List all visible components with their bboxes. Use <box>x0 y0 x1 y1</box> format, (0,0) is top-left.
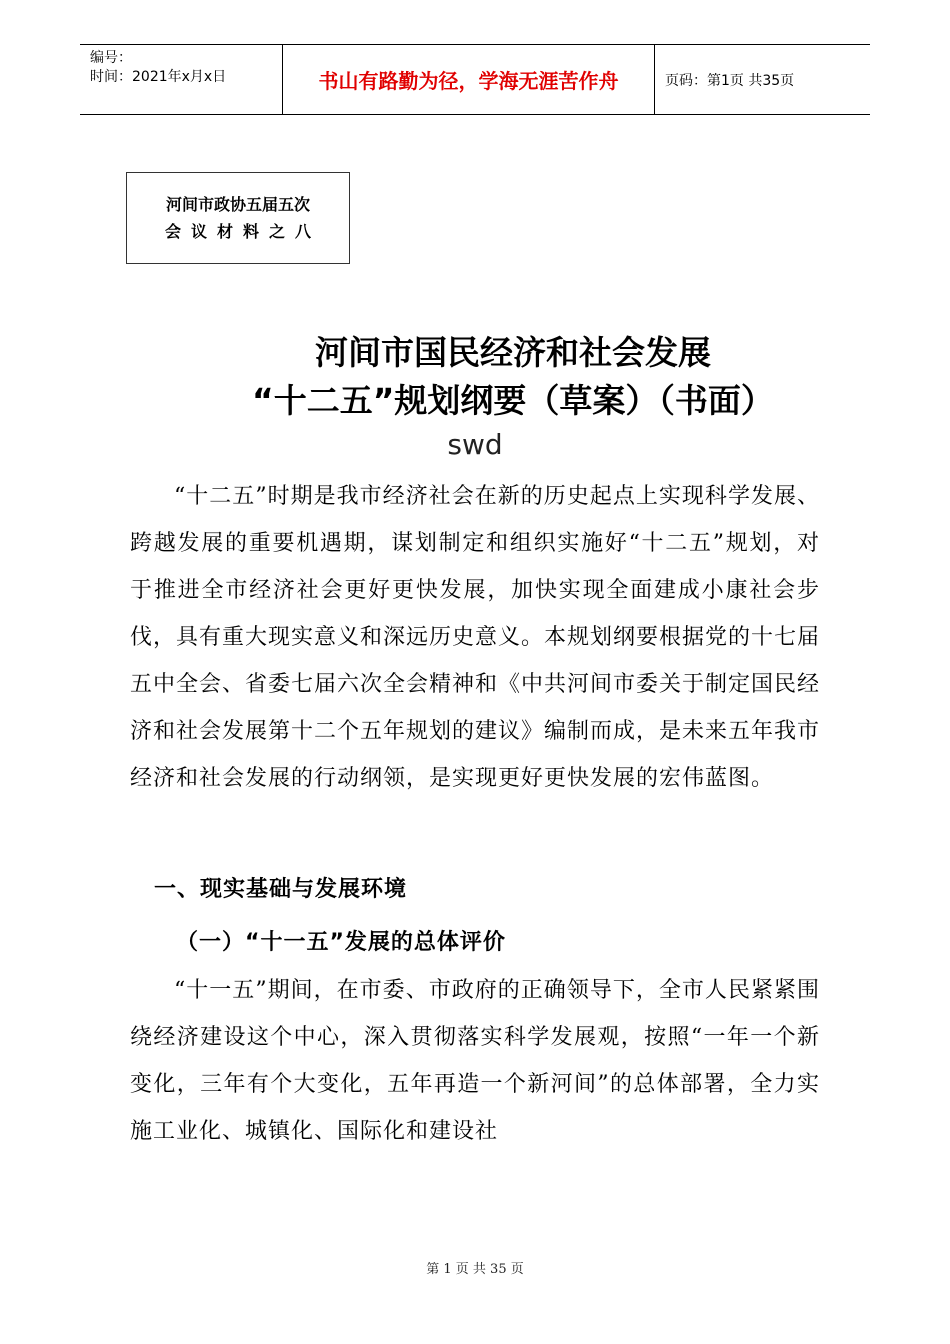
time-label: 时间：2021年x月x日 <box>90 69 227 85</box>
meeting-box-line2: 会议材料之八 <box>164 222 321 241</box>
document-header <box>80 44 870 115</box>
subsection-heading-1: （一）“十一五”发展的总体评价 <box>176 930 506 955</box>
body-paragraph-1 <box>130 473 820 802</box>
header-page-info: 页码：第1页 共35页 <box>665 72 795 89</box>
number-label: 编号： <box>90 50 132 66</box>
body-paragraph-1-text: “十二五”时期是我市经济社会在新的历史起点上实现科学发展、跨越发展的重要机遇期，谋划制定和组织实施好“十二五”规划，对于推进全市经济社会更好更快发展，加快实现全面建成小康社会步伐，具有重大现实意义和深远历史意义。本规划纲要根据党的十七届五中全会、省委七届六次全会精神和《中共河间市委关于制定国民经济和社会发展第十二个五年规划的建议》编制而成，是未来五年我市经济和社会发展的行动纲领，是实现更好更快发展的宏伟蓝图。 <box>130 484 821 791</box>
header-motto: 书山有路勤为径，学海无涯苦作舟 <box>282 45 655 114</box>
section-heading-1: 一、现实基础与发展环境 <box>154 877 408 902</box>
document-subtitle: swd <box>447 428 503 461</box>
document-title-line2: “十二五”规划纲要（草案）（书面） <box>252 381 774 420</box>
document-title-line1: 河间市国民经济和社会发展 <box>315 333 711 372</box>
meeting-box-line1: 河间市政协五届五次 <box>165 195 310 214</box>
header-meta <box>80 45 282 114</box>
meeting-material-box <box>126 172 350 264</box>
body-paragraph-2 <box>130 967 820 1155</box>
page-footer: 第 1 页 共 35 页 <box>426 1262 524 1277</box>
body-paragraph-2-text: “十一五”期间，在市委、市政府的正确领导下，全市人民紧紧围绕经济建设这个中心，深入贯彻落实科学发展观，按照“一年一个新变化，三年有个大变化，五年再造一个新河间”的总体部署，全力实施工业化、城镇化、国际化和建设社 <box>130 978 820 1144</box>
